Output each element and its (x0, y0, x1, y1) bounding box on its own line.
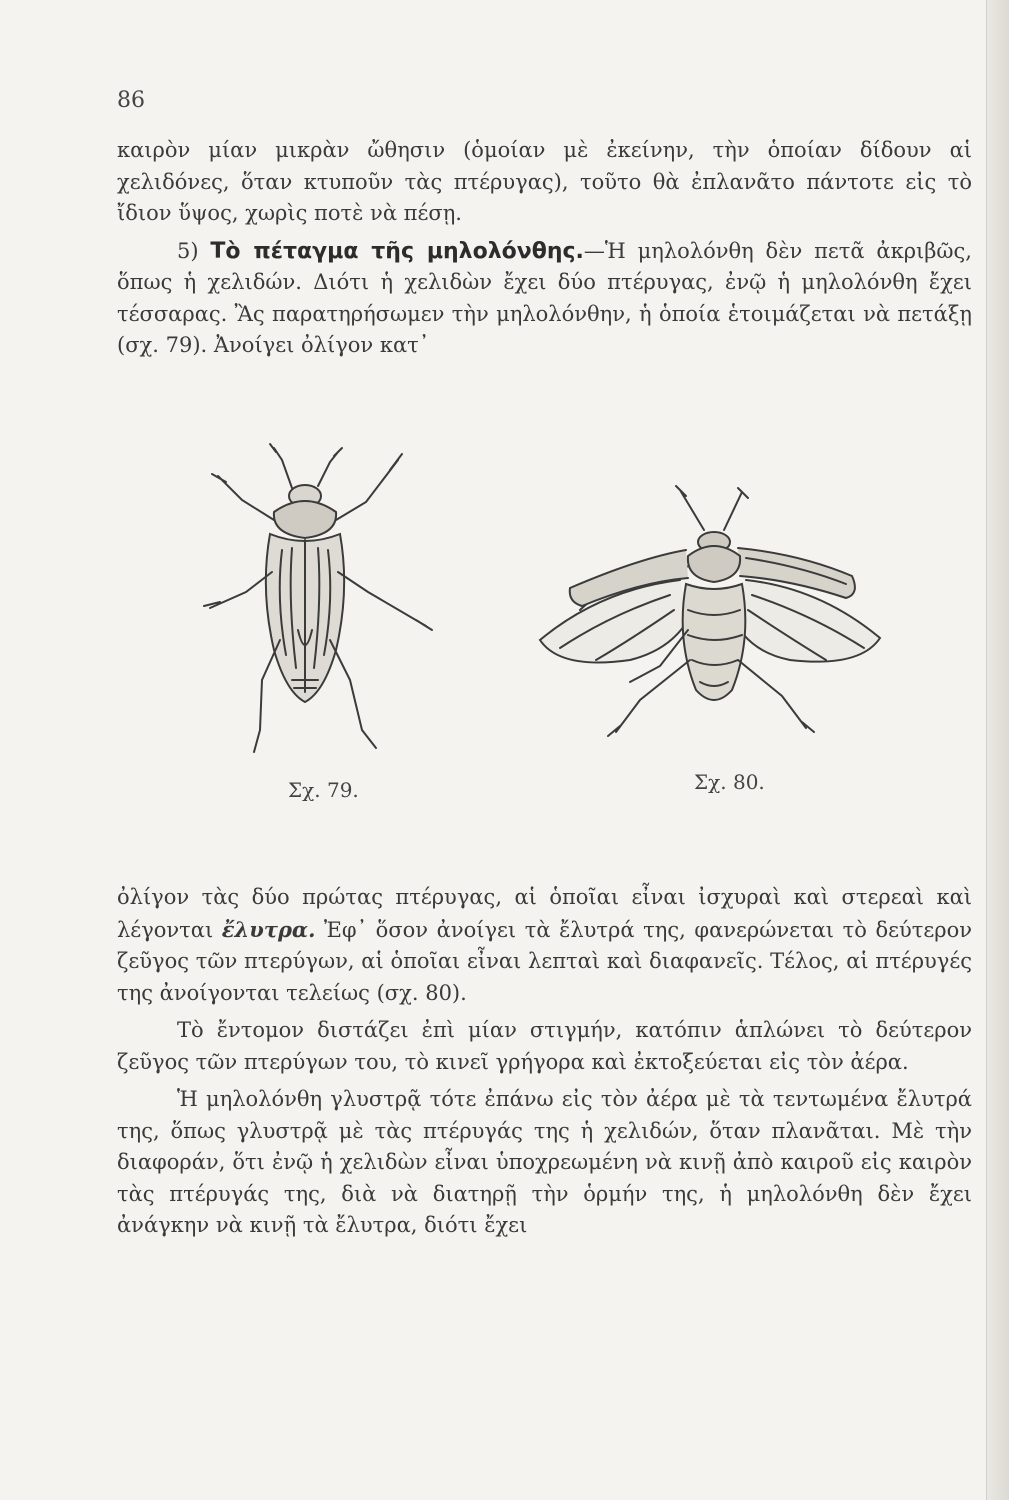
section-heading: Τὸ πέταγμα τῆς μηλολόνθης. (210, 238, 584, 264)
section-number: 5) (177, 238, 199, 263)
lower-text (117, 882, 972, 1242)
paragraph-2-body: —Ἡ μηλολόνθη δὲν πετᾶ ἀκριβῶς, ὅπως ἡ χελιδών. Διότι ἡ χελιδὼν ἔχει δύο πτέρυγας, ἐνῷ ἡ μηλολόνθη ἔχει τέσσαρας. Ἂς παρατηρήσωμεν τὴν μηλολόνθην, ἡ ὁποία ἑτοιμάζεται νὰ πετάξῃ (σχ. 79). Ἀνοίγει ὀλίγον κατ᾽ (117, 238, 972, 357)
page-number: 86 (117, 88, 145, 113)
paragraph-2 (117, 236, 972, 362)
upper-text (117, 135, 972, 362)
page-edge (986, 0, 1009, 1500)
figure-80-beetle-open-wings (520, 470, 900, 750)
figure-80-caption: Σχ. 80. (694, 770, 765, 794)
paragraph-3-start: ὀλίγον τὰς δύο πρώτας πτέρυγας, αἱ ὁποῖαι εἶναι ἰσχυραὶ καὶ στερεαὶ καὶ λέγονται (117, 885, 972, 942)
term-elytra: ἔλυτρα. (221, 916, 316, 942)
paragraph-4: Τὸ ἔντομον διστάζει ἐπὶ μίαν στιγμήν, κατόπιν ἁπλώνει τὸ δεύτερον ζεῦγος τῶν πτερύγων του, τὸ κινεῖ γρήγορα καὶ ἐκτοξεύεται εἰς τὸν ἀέρα. (117, 1018, 972, 1074)
paragraph-3 (117, 882, 972, 1009)
figure-79-beetle-closed-wings (190, 430, 450, 760)
paragraph-3-end: Ἐφ᾽ ὅσον ἀνοίγει τὰ ἔλυτρά της, φανερώνεται τὸ δεύτερον ζεῦγος τῶν πτερύγων, αἱ ὁποῖαι εἶναι λεπταὶ καὶ διαφανεῖς. Τέλος, αἱ πτέρυγές της ἀνοίγονται τελείως (σχ. 80). (117, 917, 972, 1005)
figure-79-caption: Σχ. 79. (288, 778, 359, 802)
paragraph-5: Ἡ μηλολόνθη γλυστρᾷ τότε ἐπάνω εἰς τὸν ἀέρα μὲ τὰ τεντωμένα ἔλυτρά της, ὅπως γλυστρᾷ μὲ τὰς πτέρυγάς της ἡ χελιδών, ὅταν πλανᾶται. Μὲ τὴν διαφοράν, ὅτι ἐνῷ ἡ χελιδὼν εἶναι ὑποχρεωμένη νὰ κινῇ ἀπὸ καιροῦ εἰς καιρὸν τὰς πτέρυγάς της, διὰ νὰ διατηρῇ τὴν ὁρμήν της, ἡ μηλολόνθη δὲν ἔχει ἀνάγκην νὰ κινῇ τὰ ἔλυτρα, διότι ἔχει (117, 1087, 972, 1237)
paragraph-1: καιρὸν μίαν μικρὰν ὤθησιν (ὁμοίαν μὲ ἐκείνην, τὴν ὁποίαν δίδουν αἱ χελιδόνες, ὅταν κτυποῦν τὰς πτέρυγας), τοῦτο θὰ ἐπλανᾶτο πάντοτε εἰς τὸ ἴδιον ὕψος, χωρὶς ποτὲ νὰ πέσῃ. (117, 138, 972, 225)
